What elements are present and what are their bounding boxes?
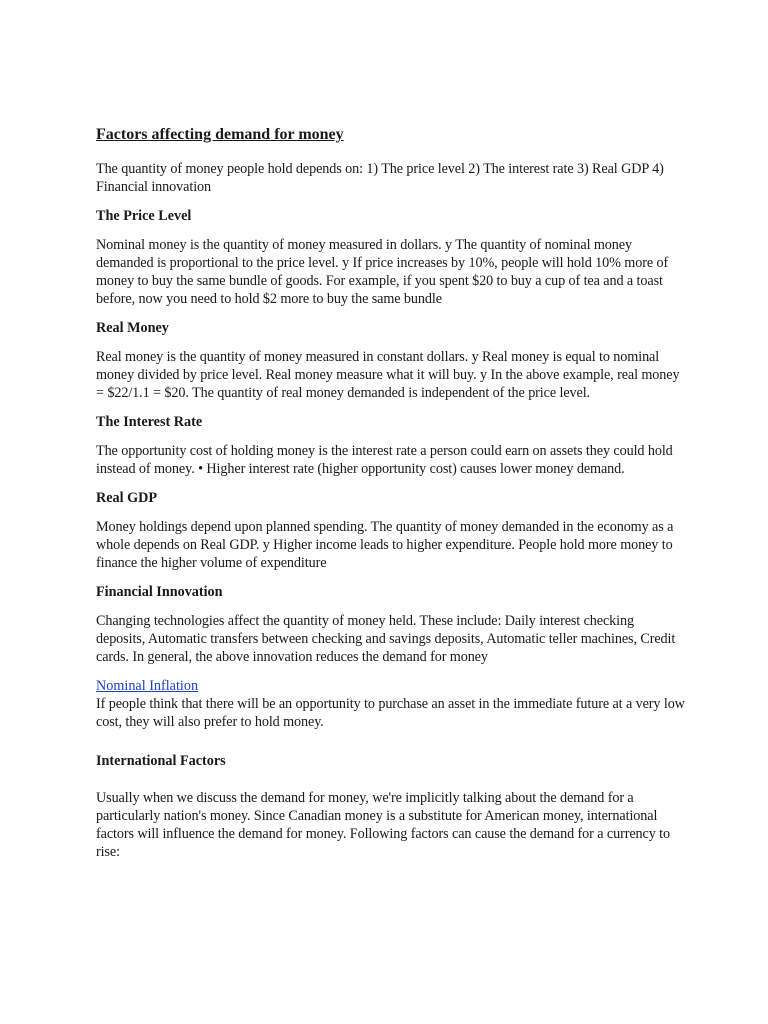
paragraph-price-level: Nominal money is the quantity of money measured in dollars. y The quantity of nominal money demanded is proportional to the price level. y If price increases by 10%, people will hold 10% more of money to buy the same bundle of goods. For example, if you spent $20 to buy a cup of tea and a toast before, now you need to hold $2 more to buy the same bundle — [96, 237, 669, 307]
heading-price-level: The Price Level — [96, 208, 192, 224]
heading-international-factors: International Factors — [96, 753, 226, 769]
paragraph-financial-innovation: Changing technologies affect the quantity of money held. These include: Daily interest checking deposits, Automatic transfers between checking and savings deposits, Automatic teller machines, Credit cards. In general, the above innovation reduces the demand for money — [96, 613, 676, 665]
document-title: Factors affecting demand for money — [96, 126, 344, 143]
paragraph-real-gdp: Money holdings depend upon planned spending. The quantity of money demanded in the economy as a whole depends on Real GDP. y Higher income leads to higher expenditure. People hold more money to finance the higher volume of expenditure — [96, 519, 674, 571]
paragraph-real-money: Real money is the quantity of money measured in constant dollars. y Real money is equal to nominal money divided by price level. Real money measure what it will buy. y In the above example, real money = $22/1.1 = $20. The quantity of real money demanded is independent of the price level. — [96, 349, 680, 401]
intro-paragraph: The quantity of money people hold depends on: 1) The price level 2) The interest rate 3) Real GDP 4) Financial innovation — [96, 161, 664, 195]
paragraph-interest-rate: The opportunity cost of holding money is the interest rate a person could earn on assets they could hold instead of money. • Higher interest rate (higher opportunity cost) causes lower money demand. — [96, 443, 673, 477]
heading-real-gdp: Real GDP — [96, 490, 158, 506]
document-page — [96, 124, 686, 861]
nominal-inflation-link[interactable]: Nominal Inflation — [96, 678, 199, 694]
heading-interest-rate: The Interest Rate — [96, 414, 203, 430]
heading-real-money: Real Money — [96, 320, 169, 336]
heading-financial-innovation: Financial Innovation — [96, 584, 223, 600]
paragraph-nominal-inflation: If people think that there will be an opportunity to purchase an asset in the immediate future at a very low cost, they will also prefer to hold money. — [96, 696, 685, 730]
paragraph-international-factors: Usually when we discuss the demand for money, we're implicitly talking about the demand for a particularly nation's money. Since Canadian money is a substitute for American money, international factors will influence the demand for money. Following factors can cause the demand for a currency to rise: — [96, 790, 670, 860]
